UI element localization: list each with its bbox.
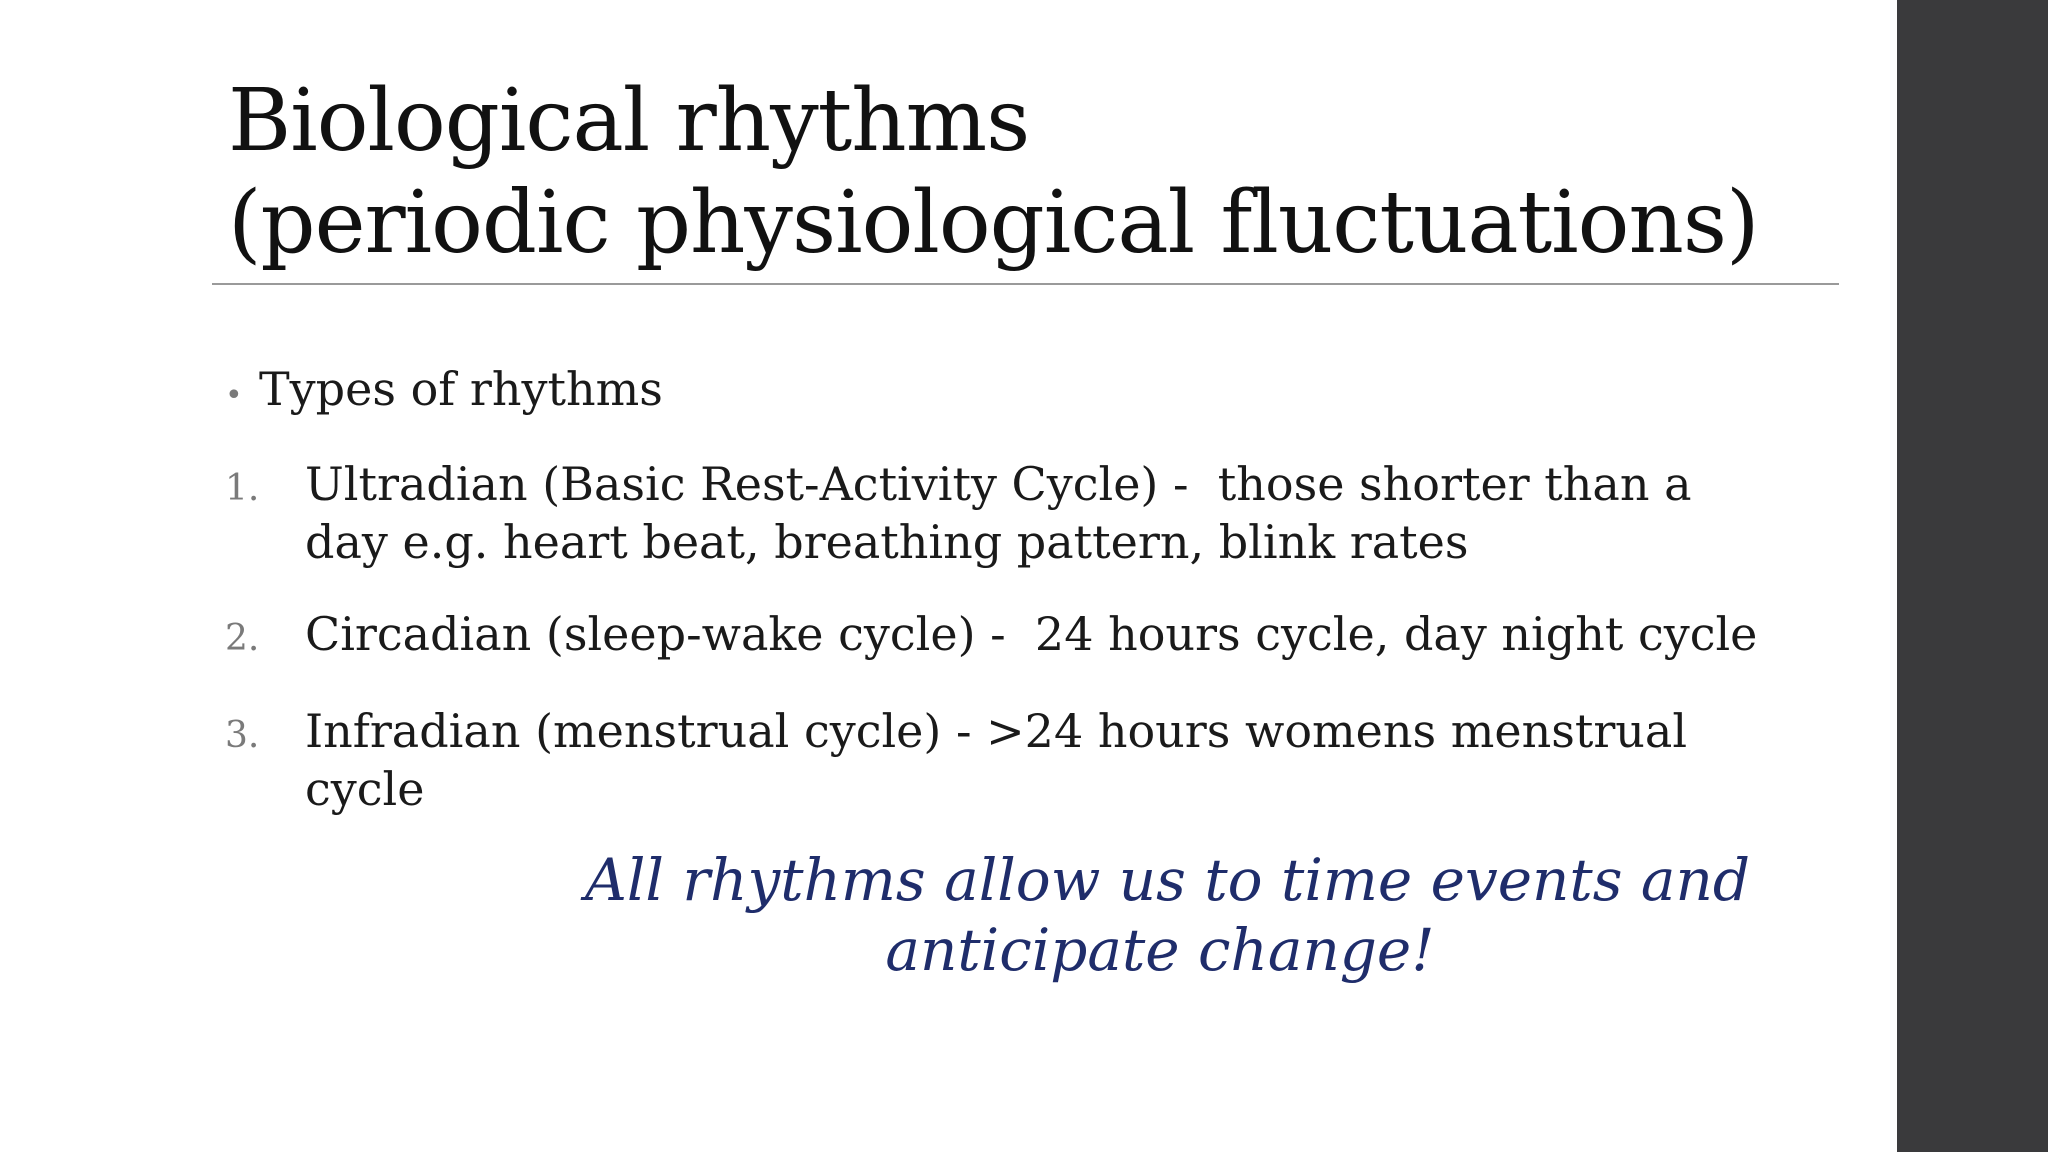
bullet-item: [225, 360, 1785, 425]
title-divider: [212, 283, 1839, 285]
title-line-1: Biological rhythms: [228, 71, 1030, 171]
note-line-1: All rhythms allow us to time events and: [585, 846, 1750, 914]
list-item-text: Ultradian (Basic Rest-Activity Cycle) - those shorter than a day e.g. heart beat, breathing pattern, blink rates: [305, 457, 1707, 569]
title-line-2: (periodic physiological fluctuations): [228, 173, 1759, 273]
list-item-infradian: [225, 702, 1785, 818]
list-item-circadian: [225, 605, 1785, 668]
list-item-text: Infradian (menstrual cycle) - >24 hours womens menstrual cycle: [305, 704, 1702, 816]
bullet-text: Types of rhythms: [259, 362, 663, 416]
list-number: 3.: [225, 715, 260, 756]
bullet-dot-icon: •: [225, 378, 243, 413]
list-item-ultradian: [225, 455, 1785, 571]
side-bar: [1897, 0, 2048, 1152]
list-number: 2.: [225, 618, 260, 659]
slide-body: [225, 360, 1785, 852]
slide-title: [228, 70, 1868, 274]
list-number: 1.: [225, 468, 260, 509]
list-item-text: Circadian (sleep-wake cycle) - 24 hours cycle, day night cycle: [305, 607, 1758, 661]
note-line-2: anticipate change!: [885, 916, 1435, 984]
emphasis-note: [585, 845, 1750, 985]
